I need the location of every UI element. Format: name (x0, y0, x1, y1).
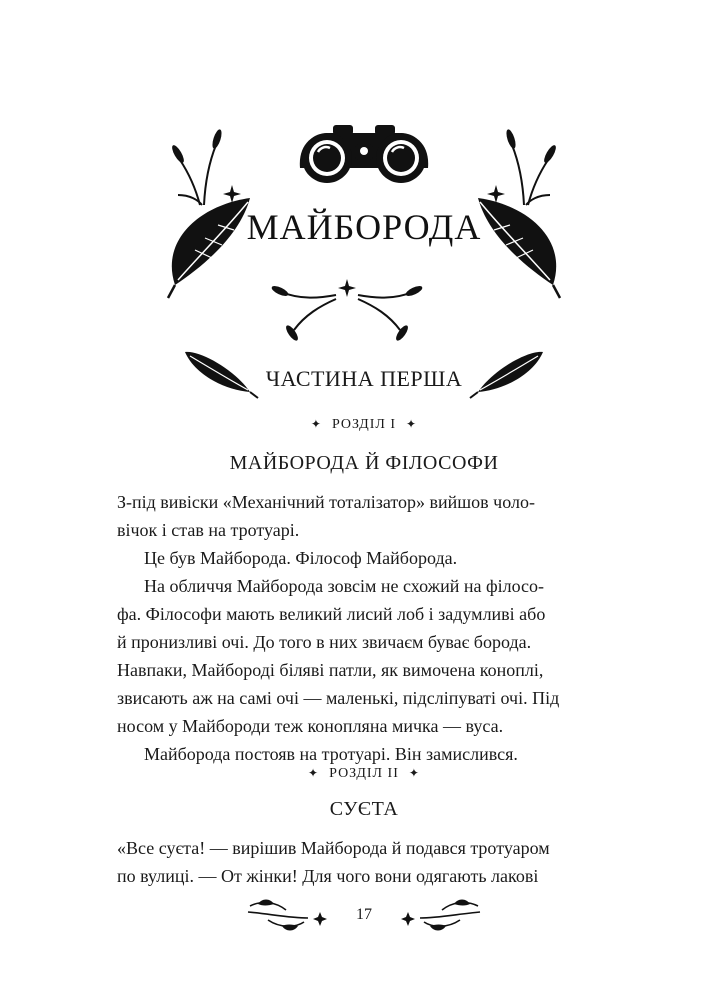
page-number: 17 (356, 906, 372, 923)
text-line: й пронизливі очі. До того в них звичаєм буває борода. (117, 632, 532, 652)
chapter-title: СУЄТА (329, 798, 399, 820)
sparkle-icon: ✦ (406, 417, 418, 431)
sparkle-icon: ✦ (310, 417, 322, 431)
text-line: звисають аж на самі очі — маленькі, підсліпуваті очі. Під (117, 688, 560, 708)
reed-icon (505, 128, 558, 205)
book-title: МАЙБОРОДА (246, 207, 482, 247)
reed-icon (170, 128, 223, 205)
sparkle-icon: ✦ (308, 766, 320, 780)
sparkle-icon: ✦ (408, 766, 420, 780)
chapter-text (117, 488, 612, 768)
text-line: по вулиці. — От жінки! Для чого вони одягають лакові (117, 866, 539, 886)
text-line: Навпаки, Майбороді біляві патли, як вимочена коноплі, (117, 660, 544, 680)
text-line: З-під вивіски «Механічний тоталізатор» вийшов чоло- (117, 492, 535, 512)
binoculars-icon (300, 125, 428, 183)
text-line: вічок і став на тротуарі. (117, 520, 300, 540)
chapter-text (117, 834, 612, 890)
part-title: ЧАСТИНА ПЕРША (265, 366, 463, 391)
section-label-text: РОЗДІЛ ІІ (329, 766, 399, 781)
text-line: фа. Філософи мають великий лисий лоб і задумливі або (117, 604, 546, 624)
text-line: «Все суєта! — вирішив Майборода й подався тротуаром (117, 838, 550, 858)
section-label (0, 417, 728, 433)
text-line: На обличчя Майборода зовсім не схожий на філосо- (144, 576, 545, 596)
chapter-title: МАЙБОРОДА Й ФІЛОСОФИ (229, 452, 499, 474)
section-label (0, 766, 728, 782)
text-line: носом у Майбороди теж конопляна мичка — вуса. (117, 716, 504, 736)
text-line: Майборода постояв на тротуарі. Він замислився. (144, 744, 518, 764)
section-label-text: РОЗДІЛ І (331, 417, 397, 432)
text-line: Це був Майборода. Філософ Майборода. (144, 548, 458, 568)
